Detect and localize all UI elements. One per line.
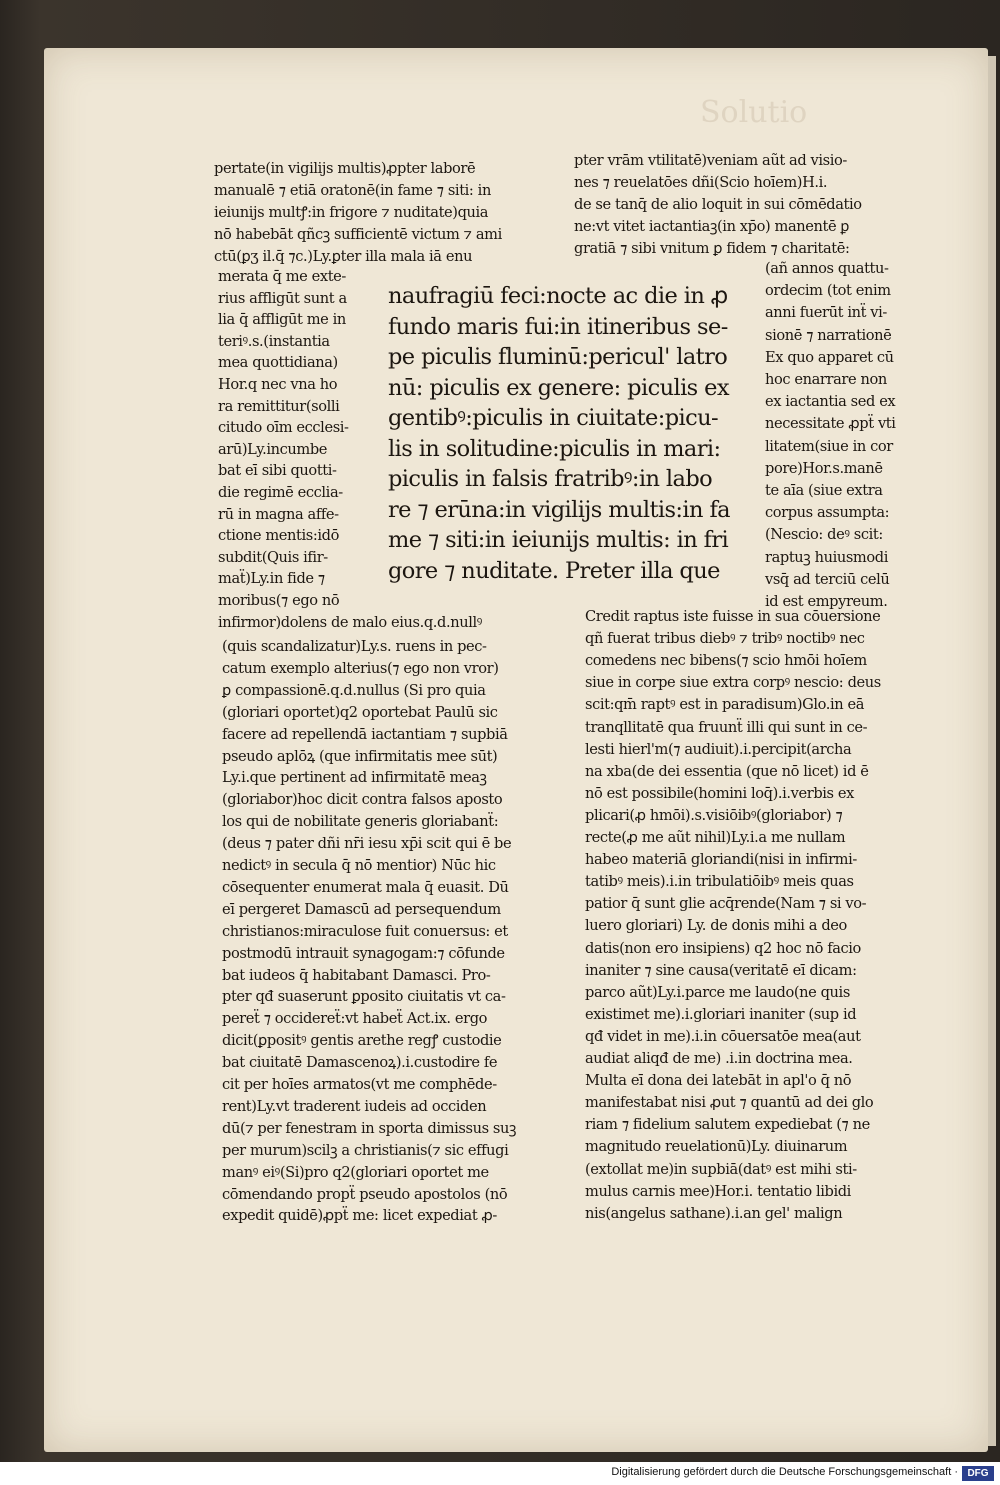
text-line: (Nescio: deꝰ scit: [765, 526, 883, 544]
text-line: Multa eī dona dei latebāt in apl'o q̄ nō [585, 1072, 852, 1090]
text-line: necessitate ꝓpẗ vti [765, 415, 896, 433]
text-line: mea quottidiana) [218, 354, 338, 372]
text-line: (quis scandalizatur)Ly.s. ruens in pec- [222, 638, 487, 655]
text-line: bat iudeos q̄ habitabant Damasci. Pro- [222, 966, 491, 984]
text-line: ctione mentis:idō [218, 527, 339, 545]
text-line: pertate(in vigilijs multis)ꝓpter laborē [214, 160, 476, 177]
text-line: vsq̄ ad terciū celū [765, 570, 890, 588]
text-line: (gloriabor)hoc dicit contra falsos aposto [222, 791, 503, 809]
text-line: bat ciuitatē Damascenoꝝ).i.custodire fe [222, 1054, 498, 1072]
text-line: re ⁊ erūna:in vigilijs multis:in fa [388, 496, 730, 523]
text-line: magnitudo reuelationū)Ly. diuinarum [585, 1138, 848, 1156]
text-line: christianos:miraculose fuit conuersus: et [222, 922, 508, 940]
text-line: infirmor)dolens de malo eius.q.d.nullꝰ [218, 613, 482, 631]
text-line: sionē ⁊ narrationē [765, 326, 892, 344]
text-line: expedit quidē)ꝓpẗ me: licet expediat ꝓ- [222, 1207, 497, 1225]
text-line: ne:vt vitet iactantiaꝫ(in xp̄o) manentē ꝑ [574, 218, 849, 235]
text-line: bat eī sibi quotti- [218, 462, 337, 480]
text-line: (gloriari oportet)q2 oportebat Paulū sic [222, 703, 498, 721]
text-line: manifestabat nisi ꝓut ⁊ quantū ad dei glo [585, 1094, 874, 1112]
text-line: nō habebāt qñcꝫ sufficientē victum ⁊ ami [214, 226, 502, 243]
page-edge [988, 56, 996, 1446]
text-line: nis(angelus sathane).i.an gel' malign [585, 1204, 843, 1222]
text-line: na xba(de dei essentia (que nō licet) id ē [585, 762, 869, 780]
text-line: datis(non ero insipiens) q2 hoc nō facio [585, 939, 861, 957]
text-line: anni fuerūt inẗ vi- [765, 304, 887, 322]
text-line: (deus ⁊ pater dñi nr̄i iesu xp̄i scit qui ē be [222, 835, 512, 853]
text-line: riam ⁊ fidelium salutem expediebat (⁊ ne [585, 1116, 870, 1134]
text-line: nū: piculis ex genere: piculis ex [388, 374, 729, 401]
show-through-text: Solutio [700, 95, 808, 130]
text-line: manꝰ eiꝰ(Si)pro q2(gloriari oportet me [222, 1163, 489, 1181]
text-line: qñ fuerat tribus diebꝰ ⁊ tribꝰ noctibꝰ nec [585, 630, 865, 648]
text-line: postmodū intrauit synagogam:⁊ cōfunde [222, 944, 505, 962]
text-line: nō est possibile(homini loq̄).i.verbis ex [585, 784, 854, 802]
text-line: lia q̄ affligūt me in [218, 311, 346, 329]
text-line: parco aũt)Ly.i.parce me laudo(ne quis [585, 983, 850, 1001]
text-line: cōmendando propẗ pseudo apostolos (nō [222, 1185, 508, 1203]
text-line: plicari(ꝓ hmōi).s.visiōibꝰ(gloriabor) ⁊ [585, 806, 843, 824]
text-line: siue in corpe siue extra corpꝰ nescio: deus [585, 674, 881, 692]
text-line: raptuꝫ huiusmodi [765, 548, 888, 566]
text-line: patior q̄ sunt glie acq̄rende(Nam ⁊ si vo- [585, 895, 867, 913]
text-line: corpus assumpta: [765, 504, 890, 522]
text-line: arū)Ly.incumbe [218, 440, 328, 458]
text-line: tranqllitatē qua fruunẗ illi qui sunt in ce- [585, 718, 868, 736]
text-line: habeo materiā gloriandi(nisi in infirmi- [585, 851, 857, 869]
text-line: hoc enarrare non [765, 371, 887, 388]
text-line: ꝑ compassionē.q.d.nullus (Si pro quia [222, 681, 486, 699]
text-line: eī pergeret Damascū ad persequendum [222, 900, 501, 918]
text-line: rū in magna affe- [218, 505, 339, 523]
text-line: moribus(⁊ ego nō [218, 592, 340, 609]
text-line: fundo maris fui:in itineribus se- [388, 313, 728, 340]
text-line: naufragiū feci:nocte ac die in ꝓ [388, 283, 728, 309]
text-line: merata q̄ me exte- [218, 268, 346, 285]
text-line: ex iactantia sed ex [765, 393, 896, 411]
text-line: ordecim (tot enim [765, 282, 891, 300]
text-line: teriꝰ.s.(instantia [218, 332, 330, 350]
text-line: cōsequenter enumerat mala q̄ euasit. Dū [222, 878, 509, 896]
text-line: cit per hoīes armatos(vt me comphēde- [222, 1076, 497, 1093]
text-line: dicit(ꝑpositꝰ gentis arethe regꝭ custodie [222, 1032, 502, 1050]
text-line: recte(ꝓ me aũt nihil)Ly.i.a me nullam [585, 829, 846, 846]
text-line: die regimē ecclia- [218, 484, 343, 501]
text-line: Hor.q nec vna ho [218, 376, 338, 393]
text-line: lesti hierl'm(⁊ audiuit).i.percipit(archa [585, 740, 852, 758]
text-line: nedictꝰ in secula q̄ nō mentior) Nūc hic [222, 857, 496, 874]
text-line: los qui de nobilitate generis gloriabanẗ: [222, 813, 499, 831]
text-line: gratiā ⁊ sibi vnitum ꝑ fidem ⁊ charitatē: [574, 240, 850, 257]
text-line: tatibꝰ meis).i.in tribulatiōibꝰ meis quas [585, 873, 854, 891]
text-line: rius affligūt sunt a [218, 289, 347, 307]
dfg-logo: DFG [962, 1466, 994, 1481]
text-line: gentibꝰ:piculis in ciuitate:picu- [388, 405, 719, 431]
footer-bar [0, 1462, 1000, 1485]
text-line: dū(⁊ per fenestram in sporta dimissus suꝫ [222, 1119, 517, 1137]
text-line: pe piculis fluminū:pericul' latro [388, 344, 728, 370]
text-line: litatem(siue in cor [765, 437, 893, 455]
text-line: citudo oīm ecclesi- [218, 419, 349, 437]
text-line: lis in solitudine:piculis in mari: [388, 435, 721, 462]
text-line: pseudo aplōꝝ (que infirmitatis mee sūt) [222, 747, 498, 765]
text-line: (añ annos quattu- [765, 260, 889, 277]
text-line: luero gloriari) Ly. de donis mihi a deo [585, 917, 847, 935]
text-line: facere ad repellendā iactantiam ⁊ supbiā [222, 725, 508, 743]
text-line: (extollat me)in supbiā(datꝰ est mihi sti- [585, 1160, 857, 1178]
text-line: inaniter ⁊ sine causa(veritatē eī dicam: [585, 961, 857, 979]
text-line: te aīa (siue extra [765, 482, 883, 499]
text-line: manualē ⁊ etiā oratonē(in fame ⁊ siti: in [214, 182, 491, 199]
text-line: id est empyreum. [765, 593, 888, 610]
text-line: ctū(ꝑʒ il.q̄ ⁊c.)Ly.ꝑter illa mala iā enu [214, 248, 473, 265]
text-line: pore)Hor.s.manē [765, 459, 883, 477]
text-line: mulus carnis mee)Hor.i. tentatio libidi [585, 1182, 851, 1200]
text-line: catum exemplo alterius(⁊ ego non vror) [222, 659, 499, 677]
text-line: Credit raptus iste fuisse in sua cōuersione [585, 608, 881, 625]
text-line: pereẗ ⁊ occidereẗ:vt habeẗ Act.ix. ergo [222, 1010, 488, 1028]
text-line: me ⁊ siti:in ieiunijs multis: in fri [388, 527, 729, 553]
text-line: pter qđ suaserunt ꝑposito ciuitatis vt ca- [222, 988, 506, 1006]
funding-credit: Digitalisierung gefördert durch die Deutsche Forschungsgemeinschaft · [611, 1466, 958, 1478]
text-line: per murum)scilꝫ a christianis(⁊ sic effugi [222, 1141, 509, 1159]
text-line: nes ⁊ reuelatōes dñi(Scio hoīem)H.i. [574, 174, 828, 191]
text-line: ra remittitur(solli [218, 397, 340, 415]
text-line: subdit(Quis ifir- [218, 548, 328, 566]
text-line: de se tanq̄ de alio loquit in sui cōmēdatio [574, 196, 862, 213]
text-line: comedens nec bibens(⁊ scio hmōi hoīem [585, 652, 867, 670]
text-line: Ex quo apparet cū [765, 348, 894, 366]
text-line: piculis in falsis fratribꝰ:in labo [388, 466, 713, 492]
text-line: audiat aliqđ de me) .i.in doctrina mea. [585, 1050, 853, 1067]
text-line: existimet me).i.gloriari inaniter (sup id [585, 1005, 857, 1023]
text-line: ieiunijs multꝭ:in frigore ⁊ nuditate)quia [214, 204, 489, 221]
text-line: gore ⁊ nuditate. Preter illa que [388, 557, 720, 584]
text-line: scit:qm̄ raptꝰ est in paradisum)Glo.in eā [585, 696, 865, 714]
text-line: maẗ)Ly.in fide ⁊ [218, 570, 325, 588]
text-line: pter vrām vtilitatē)veniam aũt ad visio- [574, 152, 847, 169]
text-line: Ly.i.que pertinent ad infirmitatē meaꝫ [222, 769, 487, 787]
text-line: qđ videt in me).i.in cōuersatōe mea(aut [585, 1027, 861, 1045]
text-line: rent)Ly.vt traderent iudeis ad occiden [222, 1097, 487, 1115]
